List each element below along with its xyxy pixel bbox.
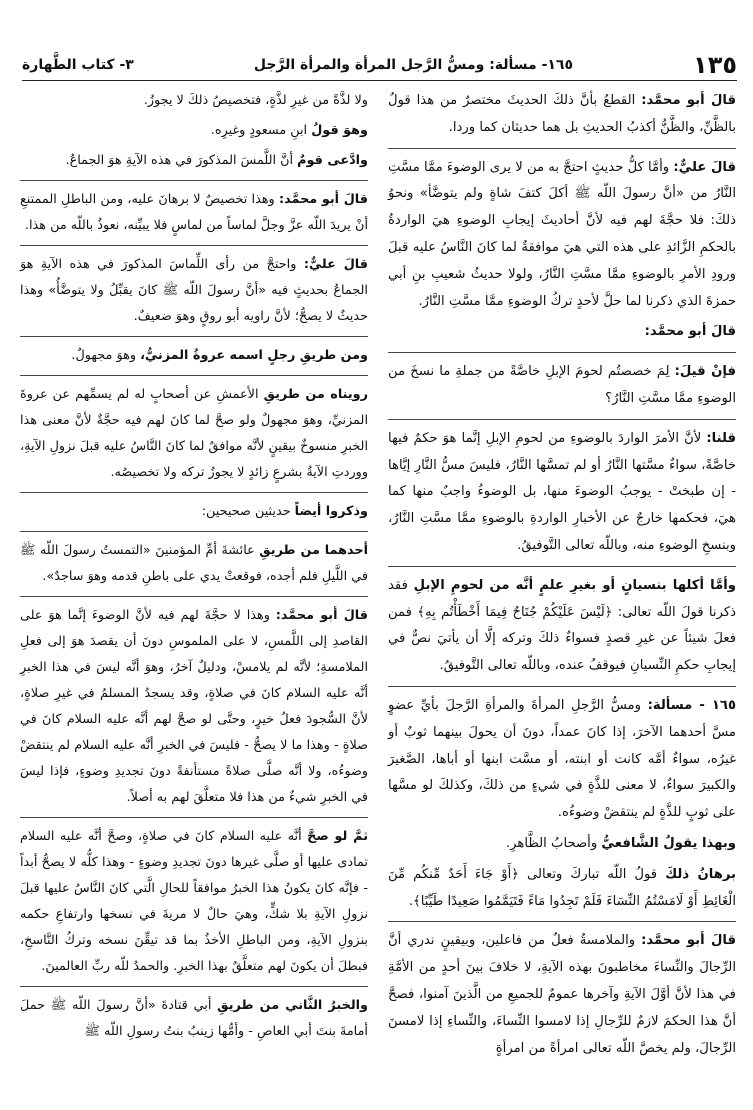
paragraph-text: لأنَّ الأمرَ الواردَ بالوضوءِ من لحومِ الإبلِ إنَّما هوَ حكمٌ فيها خاصَّةً، سواءٌ مسَّتها النَّارُ أو لم تمسَّها النَّارُ، فليسَ مسُّ النَّارِ إيَّاها - إن طبختْ - يوجبُ الوضوءَ منها، بل الوضوءُ واجبٌ منها كما هيَ، فحكمها خارجٌ عن الأخبارِ الواردةِ بالوضوءِ ممَّا مسَّتِ النَّارُ، وبنسخِ الوضوءِ منه، وباللّه تعالى التَّوفيقُ. xyxy=(388,430,736,553)
paragraph-lead: وذكروا أيضاً xyxy=(294,504,368,519)
left-text-column xyxy=(20,88,368,1049)
book-title: ٣- كتاب الطَّهارة xyxy=(22,57,134,73)
paragraph-lead: قالَ عليٌّ: xyxy=(673,159,736,175)
paragraph-text: عائشةَ أمِّ المؤمنينَ «التمستُ رسولَ اللّه ﷺ في اللَّيلِ فلم أجده، فوقعتْ يدي على باطنِ قدمه وهوَ ساجدٌ». xyxy=(20,543,368,584)
paragraph-lead: وبهذا يقولُ الشَّافعيُّ xyxy=(601,835,736,851)
paragraph-lead: وهوَ قولُ xyxy=(311,123,368,138)
paragraph xyxy=(20,492,368,525)
paragraph-lead: وأمَّا أكلها بنسيانٍ أو بغيرِ علمٍ أنَّه من لحومِ الإبلِ xyxy=(413,577,736,593)
paragraph xyxy=(20,986,368,1045)
paragraph-lead: ١٦٥ - مسألة: xyxy=(647,697,736,713)
paragraph-text: قولُ اللّه تباركَ وتعالى ﴿أَوْ جَاءَ أَحَدٌ مِّنكُم مِّنَ الْغَائِطِ أَوْ لَامَسْتُمُ النِّسَاءَ فَلَمْ تَجِدُوا مَاءً فَتَيَمَّمُوا صَعِيدًا طَيِّبًا﴾. xyxy=(388,866,736,909)
paragraph-text: وأمَّا كلُّ حديثٍ احتجَّ به من لا يرى الوضوءَ ممَّا مسَّتِ النَّارُ من «أنَّ رسولَ اللّه ﷺ أكلَ كتفَ شاةٍ ولم يتوضَّأ» ونحوُ ذلكَ: فلا حجَّةَ لهم فيه لأنَّ أحاديثَ إيجابِ الوضوءِ هيَ الواردةُ بالحكمِ الزَّائدِ على هذه التي هيَ موافقةٌ لما كانَ النَّاسُ عليه قبلَ ورودِ الأمرِ بالوضوءِ ممَّا مسَّتِ النَّارُ، ولولا حديثُ شعيبِ بنِ أبي حمزةَ الذي ذكرنا لما حلَّ لأحدٍ تركُ الوضوءِ ممَّا مسَّتِ النَّارُ. xyxy=(388,159,736,309)
paragraph-text: الأعمشِ عن أصحابٍ له لم يسمِّهم عن عروةَ المزنيِّ، وهوَ مجهولٌ ولو صحَّ لما كانَ لهم فيه حجَّةٌ لأنَّ معنى هذا الخبرِ منسوخٌ بيقينٍ لأنَّه موافقٌ لما كانَ النَّاسُ عليه قبلَ نزولِ الآيةِ، ووردتِ الآيةُ بشرعٍ زائدٍ لا يجوزُ تركه ولا تخصيصُه. xyxy=(20,387,368,480)
paragraph-lead: قالَ أبو محمَّد: xyxy=(641,933,737,949)
paragraph-text: وهذا تخصيصٌ لا برهانَ عليه، ومن الباطلِ الممتنعِ أنْ يريدَ اللّه عزَّ وجلَّ لماساً من لماسٍ فلا يبيِّنه، نعوذُ باللّه من هذا. xyxy=(20,192,368,233)
paragraph-text: حديثين صحيحين: xyxy=(201,504,295,519)
paragraph-text: أبي قتادةَ «أنَّ رسولَ اللّه ﷺ حملَ أمامةَ بنتَ أبي العاصِ - وأمُّها زينبُ بنتُ رسولِ اللّه ﷺ xyxy=(20,998,368,1039)
paragraph-lead: أحدهما من طريقِ xyxy=(259,543,368,558)
paragraph-text: لِمَ خصصتُم لحومَ الإبلِ خاصَّةً من جملةِ ما نسخَ من الوضوءِ ممَّا مسَّتِ النَّارُ؟ xyxy=(388,364,736,406)
paragraph-lead: برهانُ ذلكَ xyxy=(665,866,736,882)
paragraph-text: فقد ذكرنا قولَ اللّه تعالى: ﴿لَيْسَ عَلَيْكُمْ جُنَاحٌ فِيمَا أَخْطَأْتُم بِهِ﴾ فمن فعلَ شيئاً عن غيرِ قصدٍ فسواءٌ ذلكَ وتركه إلَّا أن يأتيَ نصٌّ في إيجابِ حكمِ النِّسيانِ فيوقفُ عنده، وباللّه تعالى التَّوفيقُ. xyxy=(388,577,736,674)
paragraph-text: وهوَ مجهولٌ. xyxy=(71,348,141,363)
paragraph-text: ابنِ مسعودٍ وغيرِه. xyxy=(210,123,312,138)
paragraph xyxy=(20,531,368,590)
paragraph xyxy=(388,686,736,827)
paragraph-text: والملامسةُ فعلٌ من فاعلين، وبيقينٍ ندري أنَّ الرِّجالَ والنِّساءَ مخاطبونَ بهذه الآيةِ، لا خلافَ بينَ أحدٍ من الأمَّةِ في هذا لأنَّ أوَّلَ الآيةِ وآخرها عمومٌ للجميعِ من الَّذينَ آمنوا، فصحَّ أنَّ هذا الحكمَ لازمٌ للرِّجالِ إذا لامسوا النِّساءَ، والنِّساءِ إذا لامسنَ الرِّجالَ، ولم يخصَّ اللّه تعالى امرأةً من امرأةٍ xyxy=(388,933,736,1056)
page-number: ١٣٥ xyxy=(693,51,737,79)
paragraph-text: ولا لذَّةً من غيرِ لذَّةٍ، فتخصيصُ ذلكَ لا يجوزُ. xyxy=(143,93,368,108)
page-header xyxy=(22,50,737,81)
paragraph-text: وهذا لا حجَّةَ لهم فيه لأنَّ الوضوءَ إنَّما هوَ على القاصدِ إلى اللَّمسِ، لا على الملموسِ دونَ أن يقصدَ هوَ إلى فعلِ الملامسةِ؛ لأنَّه لم يلامسْ، ودليلٌ آخرُ، وهوَ أنَّه ليسَ في هذا الخبرِ أنَّه عليه السلام كانَ في صلاةٍ، وقد يسجدُ المسلمُ في غيرِ صلاةٍ، لأنَّ السُّجودَ فعلُ خيرٍ، وحتَّى لو صحَّ لهم أنَّه عليه السلام كانَ في صلاةٍ - وهذا ما لا يصحُّ - فليسَ في الخبرِ أنَّه عليه السلام لم ينتقضْ وضوءُه، ولا أنَّه صلَّى صلاةً مستأنفةً دونَ تجديدِ وضوءٍ، فإذا ليسَ في الخبرِ شيءٌ من هذا فلا متعلَّقَ لهم به أصلاً. xyxy=(20,608,368,805)
paragraph xyxy=(388,831,736,858)
paragraph-text: ومسُّ الرَّجلِ المرأةَ والمرأةِ الرَّجلَ بأيِّ عضوٍ مسَّ أحدهما الآخرَ، إذا كانَ عمداً، دونَ أن يحولَ بينهما ثوبٌ أو غيرُه، سواءٌ أمَّه كانت أو ابنته، أو مسَّت ابنها أو أباها، الصَّغيرَ والكبيرَ سواءٌ، لا معنى للذَّةٍ في شيءٍ من ذلكَ، وكذلكَ لو مسَّها على ثوبٍ للذَّةٍ لم ينتقضْ وضوءُه. xyxy=(388,697,736,821)
paragraph-lead: ثمَّ لو صحَّ xyxy=(307,829,368,844)
right-text-column xyxy=(388,88,736,1066)
paragraph xyxy=(388,352,736,413)
paragraph xyxy=(20,88,368,114)
paragraph-text: القطعُ بأنَّ ذلكَ الحديثَ مختصرٌ من هذا قولٌ بالظَّنِّ، والظَّنُّ أكذبُ الحديثِ بل هما حديثان كما وردا. xyxy=(388,93,736,135)
paragraph xyxy=(20,148,368,174)
running-title: ١٦٥- مسألة: ومسُّ الرَّجل المرأة والمرأة الرَّجل xyxy=(253,57,574,73)
paragraph-text: أنَّ اللَّمسَ المذكورَ في هذه الآيةِ هوَ الجماعُ. xyxy=(65,153,298,168)
paragraph xyxy=(388,319,736,346)
paragraph-lead: رويناه من طريقِ xyxy=(263,387,368,402)
paragraph xyxy=(20,336,368,369)
paragraph xyxy=(388,419,736,560)
paragraph-lead: قالَ أبو محمَّد: xyxy=(641,93,736,108)
paragraph-lead: قالَ أبو محمَّد: xyxy=(275,608,368,623)
paragraph-lead: فإنْ قيلَ: xyxy=(674,364,736,380)
paragraph xyxy=(388,88,736,142)
paragraph xyxy=(388,862,736,916)
paragraph-lead: قالَ أبو محمَّد: xyxy=(278,192,368,207)
paragraph xyxy=(20,245,368,330)
paragraph-text: وأصحابُ الظَّاهرِ. xyxy=(505,835,602,851)
paragraph-lead: وادَّعى قومٌ xyxy=(297,153,368,168)
paragraph xyxy=(20,375,368,486)
paragraph-text: واحتجَّ من رأى اللِّماسَ المذكورَ في هذه الآيةِ هوَ الجماعُ بحديثٍ فيه «أنَّ رسولَ اللّه ﷺ كانَ يقبِّلُ ولا يتوضَّأُ» وهذا حديثٌ لا يصحُّ؛ لأنَّ راويه أبو روقٍ وهوَ ضعيفٌ. xyxy=(20,257,368,324)
paragraph xyxy=(20,596,368,811)
paragraph xyxy=(388,148,736,316)
paragraph-lead: قالَ عليٌّ: xyxy=(303,257,368,272)
paragraph-lead: ومن طريقِ رجلٍ اسمه عروةُ المزنيُّ، xyxy=(140,348,368,363)
paragraph-text: أنَّه عليه السلام كانَ في صلاةٍ، وصحَّ أنَّه عليه السلام تمادى عليها أو صلَّى غيرها دونَ تجديدِ وضوءٍ - وهذا كلُّه لا يصحُّ أبداً - فإنَّه كانَ يكونُ هذا الخبرُ موافقاً للحالِ الَّتي كانَ النَّاسُ عليها قبلَ نزولِ الآيةِ بلا شكٍّ، وهيَ حالٌ لا مريةَ في نسخها وارتفاعِ حكمه بنزولِ الآيةِ، ومن الباطلِ الأخذُ بما قد تيقِّنَ نسخه وتركُ النَّاسخِ، فبطلَ أن يكونَ لهم متعلَّقٌ بهذا الخبرِ. والحمدُ للّه ربِّ العالمينَ. xyxy=(20,829,368,974)
paragraph xyxy=(388,921,736,1062)
paragraph xyxy=(20,118,368,144)
paragraph xyxy=(388,566,736,680)
paragraph xyxy=(20,180,368,239)
paragraph-lead: قلنا: xyxy=(706,430,736,446)
paragraph-lead: والخبرُ الثَّاني من طريقِ xyxy=(217,998,368,1013)
paragraph-lead: قالَ أبو محمَّد: xyxy=(644,324,736,340)
paragraph xyxy=(20,817,368,980)
